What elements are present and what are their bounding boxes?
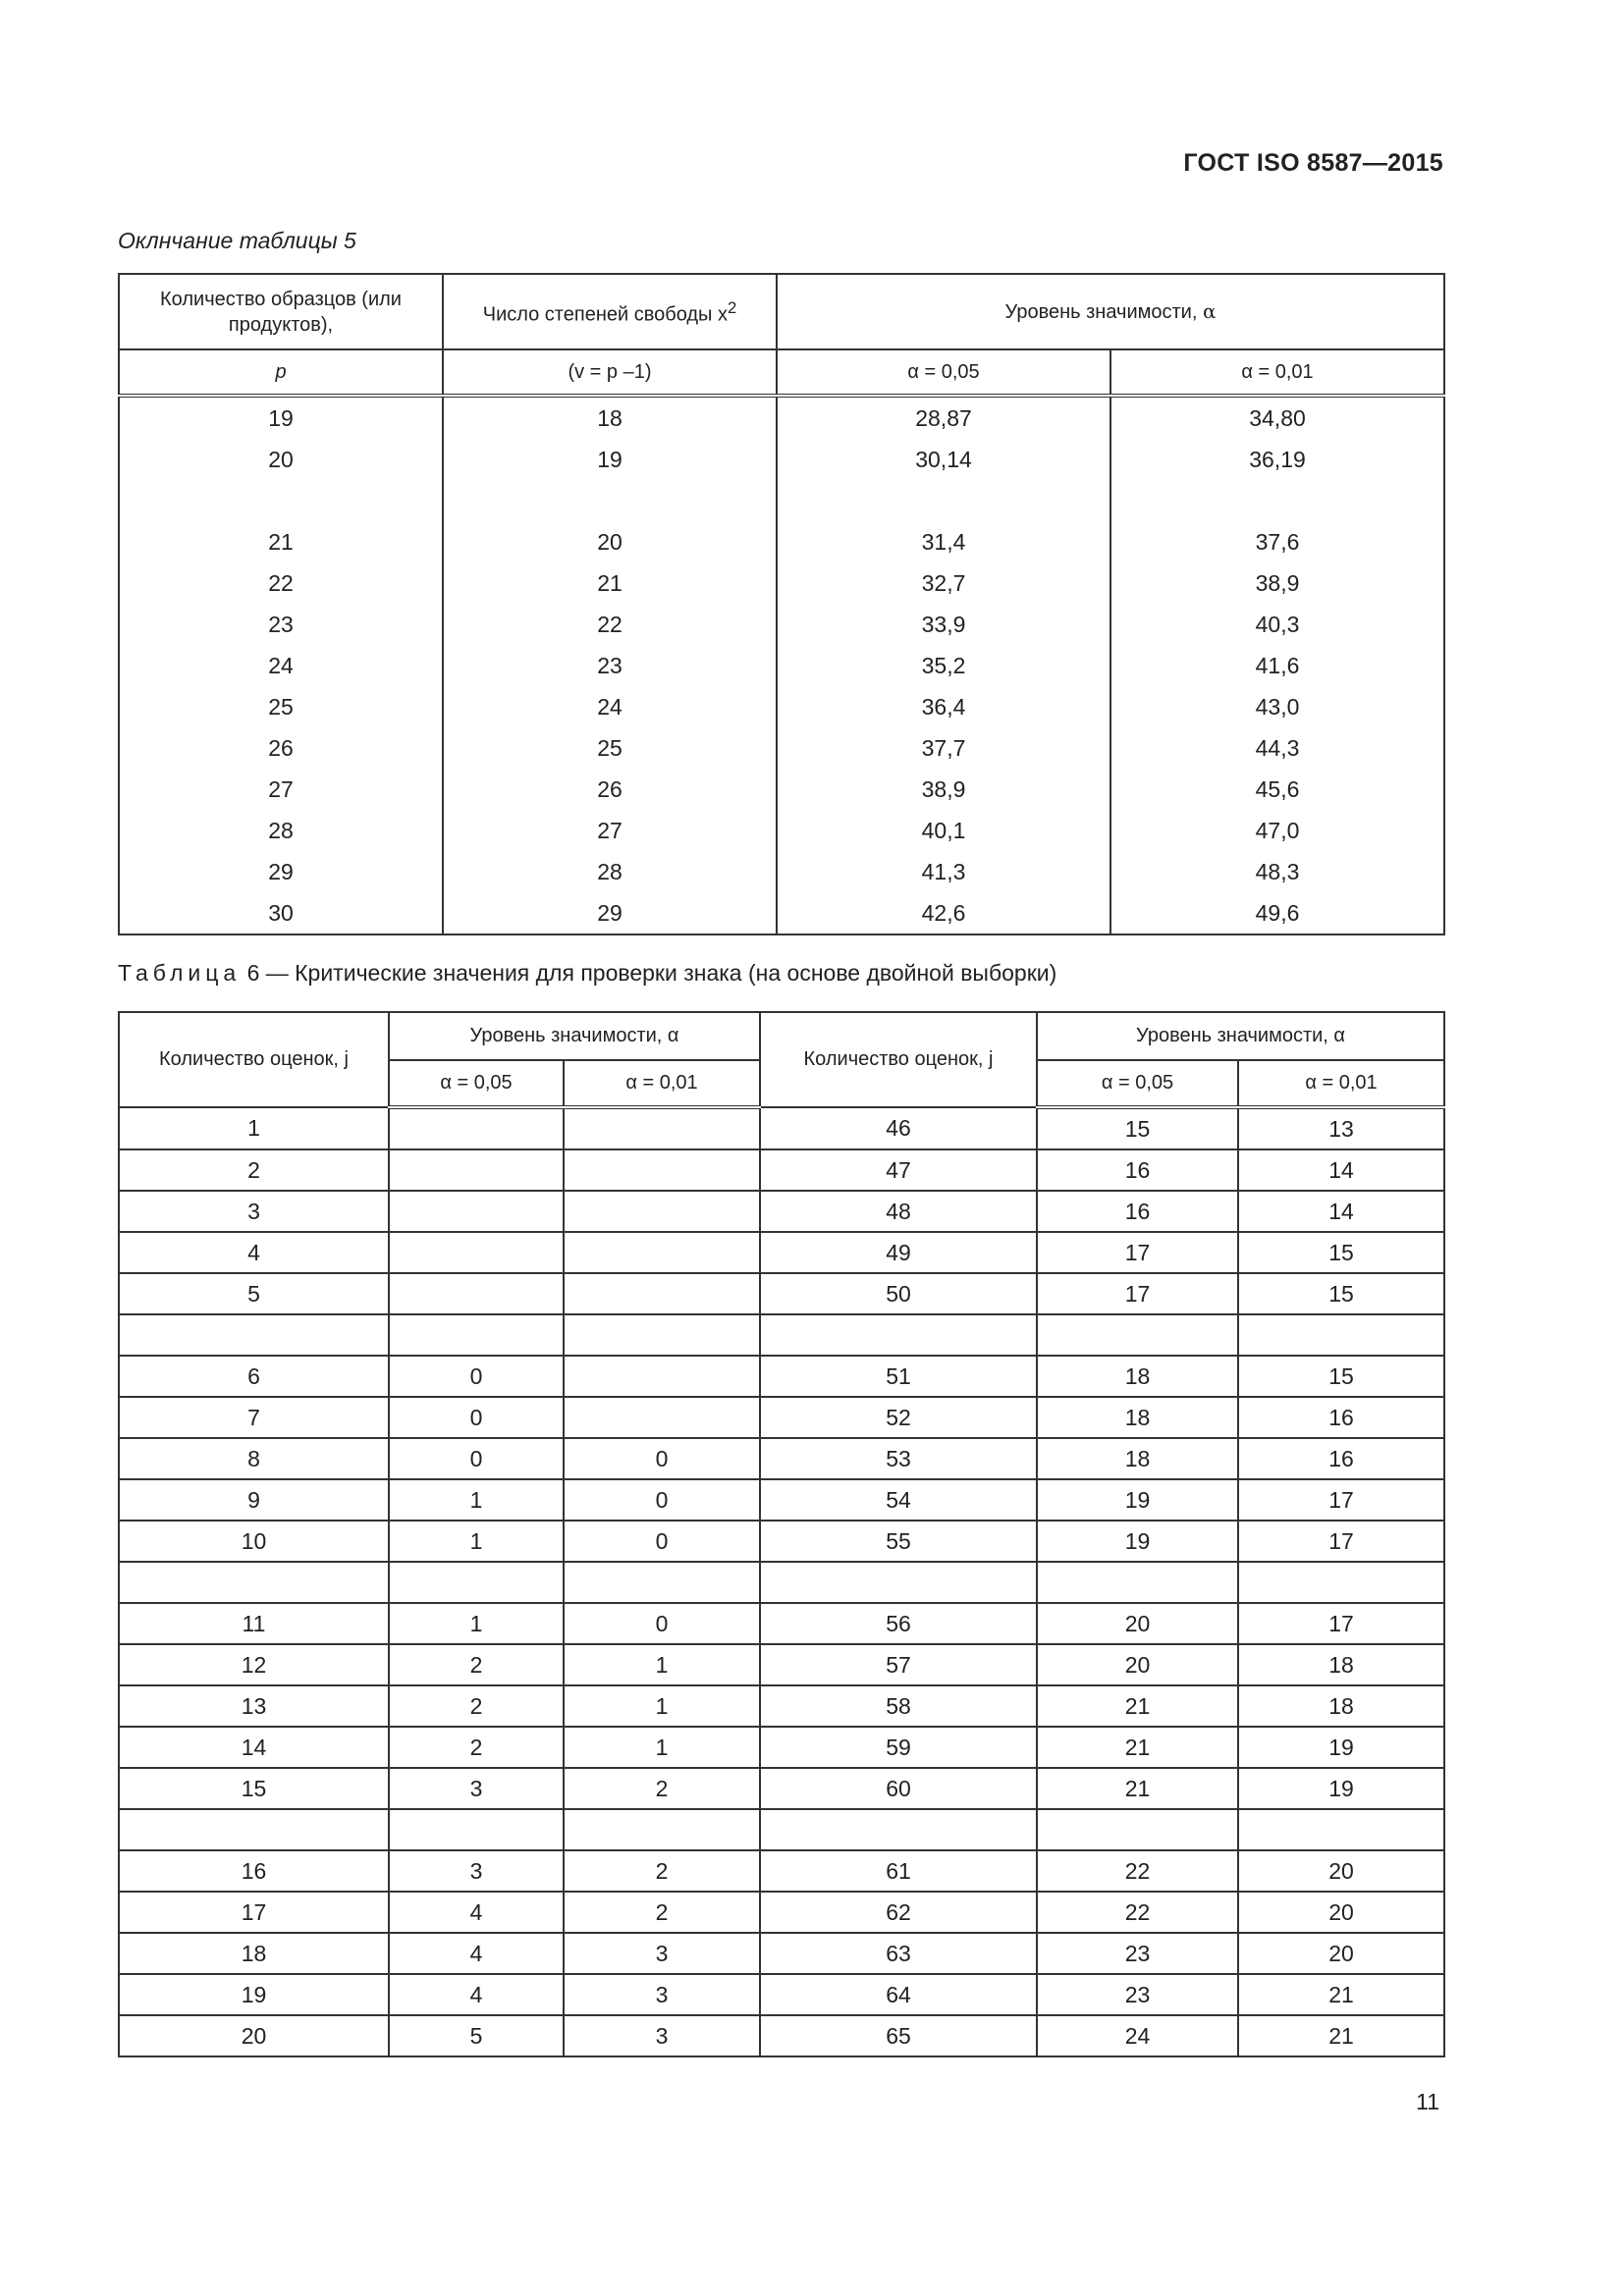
table-row bbox=[119, 2015, 1444, 2056]
table-cell: 3 bbox=[389, 1850, 564, 1892]
table-cell: 54 bbox=[760, 1479, 1037, 1521]
table-cell: 21 bbox=[1037, 1727, 1238, 1768]
table-cell bbox=[1238, 1562, 1444, 1603]
table-cell: 12 bbox=[119, 1644, 389, 1685]
table-cell: 17 bbox=[1238, 1603, 1444, 1644]
table-cell: 28 bbox=[443, 851, 777, 892]
table-cell: 14 bbox=[1238, 1149, 1444, 1191]
table-cell: 0 bbox=[389, 1356, 564, 1397]
table-cell: 19 bbox=[1238, 1727, 1444, 1768]
table-cell: 23 bbox=[1037, 1974, 1238, 2015]
table-cell: 27 bbox=[119, 769, 443, 810]
table-row bbox=[119, 1232, 1444, 1273]
table-cell: 18 bbox=[119, 1933, 389, 1974]
table-cell: 3 bbox=[389, 1768, 564, 1809]
table-cell bbox=[119, 1562, 389, 1603]
table-cell: 40,3 bbox=[1110, 604, 1444, 645]
table-cell: 55 bbox=[760, 1521, 1037, 1562]
table-cell: 2 bbox=[564, 1892, 760, 1933]
table-cell: 25 bbox=[119, 686, 443, 727]
table-cell: 2 bbox=[389, 1644, 564, 1685]
table-cell: 23 bbox=[119, 604, 443, 645]
table-cell bbox=[564, 1356, 760, 1397]
table-cell bbox=[1037, 1314, 1238, 1356]
table6-caption bbox=[118, 960, 1056, 987]
table-cell: 24 bbox=[1037, 2015, 1238, 2056]
table-row bbox=[119, 769, 1444, 810]
table-cell: 22 bbox=[1037, 1892, 1238, 1933]
table-cell: 20 bbox=[1037, 1603, 1238, 1644]
table-cell bbox=[564, 1273, 760, 1314]
table-cell: 20 bbox=[1238, 1850, 1444, 1892]
table-cell: 4 bbox=[389, 1933, 564, 1974]
table-cell: 5 bbox=[389, 2015, 564, 2056]
table-cell: 58 bbox=[760, 1685, 1037, 1727]
table-row bbox=[119, 439, 1444, 480]
table-row bbox=[119, 727, 1444, 769]
table-row bbox=[119, 686, 1444, 727]
table-cell: 19 bbox=[443, 439, 777, 480]
table-cell: 1 bbox=[389, 1479, 564, 1521]
table-cell: 16 bbox=[119, 1850, 389, 1892]
table-cell: 23 bbox=[443, 645, 777, 686]
table-row bbox=[119, 1521, 1444, 1562]
table-cell: 20 bbox=[443, 521, 777, 562]
table-cell: 10 bbox=[119, 1521, 389, 1562]
table-cell: 42,6 bbox=[777, 892, 1110, 934]
table-cell: 13 bbox=[1238, 1107, 1444, 1149]
header-count-left: Количество оценок, j bbox=[119, 1012, 389, 1107]
table-cell: 18 bbox=[1037, 1356, 1238, 1397]
table-cell bbox=[1238, 1314, 1444, 1356]
table-row bbox=[119, 1356, 1444, 1397]
table-cell: 5 bbox=[119, 1273, 389, 1314]
table-row bbox=[119, 1850, 1444, 1892]
table-cell bbox=[760, 1809, 1037, 1850]
table-cell: 14 bbox=[119, 1727, 389, 1768]
table-cell bbox=[564, 1107, 760, 1149]
table-cell bbox=[1037, 1562, 1238, 1603]
table-cell: 52 bbox=[760, 1397, 1037, 1438]
table-cell: 37,7 bbox=[777, 727, 1110, 769]
table-cell: 65 bbox=[760, 2015, 1037, 2056]
table-cell: 28 bbox=[119, 810, 443, 851]
table-cell: 17 bbox=[1238, 1479, 1444, 1521]
table-cell: 49,6 bbox=[1110, 892, 1444, 934]
table-cell: 19 bbox=[119, 396, 443, 439]
table-cell: 3 bbox=[564, 1933, 760, 1974]
table-cell: 2 bbox=[564, 1768, 760, 1809]
table-cell: 26 bbox=[443, 769, 777, 810]
alpha-symbol: α bbox=[1202, 299, 1217, 323]
table-cell: 63 bbox=[760, 1933, 1037, 1974]
table-cell bbox=[389, 1232, 564, 1273]
table-cell: 7 bbox=[119, 1397, 389, 1438]
table-cell bbox=[760, 1562, 1037, 1603]
table-cell bbox=[389, 1562, 564, 1603]
table-row bbox=[119, 1727, 1444, 1768]
subheader-p: p bbox=[119, 349, 443, 396]
table-cell: 15 bbox=[1238, 1356, 1444, 1397]
subheader-alpha-005-right: α = 0,05 bbox=[1037, 1060, 1238, 1107]
table-cell bbox=[119, 1314, 389, 1356]
header-level-right: Уровень значимости, α bbox=[1037, 1012, 1444, 1060]
table-cell: 21 bbox=[1238, 1974, 1444, 2015]
table-cell: 26 bbox=[119, 727, 443, 769]
table-cell bbox=[443, 480, 777, 521]
subheader-alpha-005-left: α = 0,05 bbox=[389, 1060, 564, 1107]
table-cell: 11 bbox=[119, 1603, 389, 1644]
table-row bbox=[119, 1438, 1444, 1479]
table-cell: 62 bbox=[760, 1892, 1037, 1933]
table-cell: 19 bbox=[119, 1974, 389, 2015]
table-cell: 31,4 bbox=[777, 521, 1110, 562]
table-cell: 46 bbox=[760, 1107, 1037, 1149]
subheader-alpha-001: α = 0,01 bbox=[1110, 349, 1444, 396]
table-cell: 41,6 bbox=[1110, 645, 1444, 686]
table-cell: 4 bbox=[389, 1974, 564, 2015]
table-row bbox=[119, 1768, 1444, 1809]
table-cell: 14 bbox=[1238, 1191, 1444, 1232]
table-cell: 17 bbox=[1037, 1232, 1238, 1273]
table-row bbox=[119, 1191, 1444, 1232]
header-degrees-freedom bbox=[443, 274, 777, 349]
table-cell: 19 bbox=[1238, 1768, 1444, 1809]
table-cell: 24 bbox=[119, 645, 443, 686]
table-row bbox=[119, 892, 1444, 934]
table-cell: 20 bbox=[1238, 1933, 1444, 1974]
table-cell bbox=[777, 480, 1110, 521]
table-cell: 15 bbox=[1037, 1107, 1238, 1149]
table-cell: 16 bbox=[1037, 1191, 1238, 1232]
header-significance-label: Уровень значимости, bbox=[1004, 301, 1198, 323]
table-row bbox=[119, 1809, 1444, 1850]
superscript: 2 bbox=[727, 298, 737, 318]
table-cell: 0 bbox=[564, 1438, 760, 1479]
table-cell: 57 bbox=[760, 1644, 1037, 1685]
table-cell: 1 bbox=[564, 1644, 760, 1685]
header-level-left: Уровень значимости, α bbox=[389, 1012, 760, 1060]
table-5 bbox=[118, 273, 1445, 935]
table-cell: 17 bbox=[119, 1892, 389, 1933]
table-cell: 29 bbox=[119, 851, 443, 892]
table-cell: 21 bbox=[119, 521, 443, 562]
table-cell: 49 bbox=[760, 1232, 1037, 1273]
table-cell: 0 bbox=[389, 1397, 564, 1438]
table-cell: 34,80 bbox=[1110, 396, 1444, 439]
table-cell bbox=[389, 1314, 564, 1356]
table-cell: 20 bbox=[119, 2015, 389, 2056]
subheader-v: (v = p –1) bbox=[443, 349, 777, 396]
table-cell: 44,3 bbox=[1110, 727, 1444, 769]
table-cell: 3 bbox=[564, 2015, 760, 2056]
table-cell: 6 bbox=[119, 1356, 389, 1397]
header-significance-level bbox=[777, 274, 1444, 349]
table-cell: 3 bbox=[119, 1191, 389, 1232]
table-cell: 47,0 bbox=[1110, 810, 1444, 851]
table-cell: 50 bbox=[760, 1273, 1037, 1314]
table-cell: 22 bbox=[443, 604, 777, 645]
table-cell: 43,0 bbox=[1110, 686, 1444, 727]
table-cell: 61 bbox=[760, 1850, 1037, 1892]
table-cell bbox=[389, 1273, 564, 1314]
table-cell: 19 bbox=[1037, 1521, 1238, 1562]
table-cell bbox=[564, 1562, 760, 1603]
table-row bbox=[119, 1149, 1444, 1191]
table-cell: 9 bbox=[119, 1479, 389, 1521]
table-cell bbox=[389, 1107, 564, 1149]
table-cell: 21 bbox=[443, 562, 777, 604]
table-cell bbox=[564, 1397, 760, 1438]
table-cell: 15 bbox=[1238, 1273, 1444, 1314]
table-cell: 22 bbox=[1037, 1850, 1238, 1892]
table-cell bbox=[760, 1314, 1037, 1356]
table-row bbox=[119, 810, 1444, 851]
table-cell: 59 bbox=[760, 1727, 1037, 1768]
table-cell: 2 bbox=[564, 1850, 760, 1892]
table-cell: 1 bbox=[389, 1521, 564, 1562]
header-count-right: Количество оценок, j bbox=[760, 1012, 1037, 1107]
table-cell: 48 bbox=[760, 1191, 1037, 1232]
table-cell bbox=[564, 1232, 760, 1273]
table-cell: 36,4 bbox=[777, 686, 1110, 727]
table-row bbox=[119, 1562, 1444, 1603]
table-cell bbox=[119, 480, 443, 521]
table-row bbox=[119, 1603, 1444, 1644]
table-cell bbox=[1238, 1809, 1444, 1850]
table-cell: 35,2 bbox=[777, 645, 1110, 686]
table-cell: 21 bbox=[1238, 2015, 1444, 2056]
table-cell: 3 bbox=[564, 1974, 760, 2015]
table-cell bbox=[564, 1191, 760, 1232]
table-cell: 36,19 bbox=[1110, 439, 1444, 480]
table-cell bbox=[564, 1809, 760, 1850]
table-cell: 4 bbox=[119, 1232, 389, 1273]
table-row bbox=[119, 480, 1444, 521]
table-cell: 18 bbox=[443, 396, 777, 439]
table-row bbox=[119, 562, 1444, 604]
subheader-alpha-001-right: α = 0,01 bbox=[1238, 1060, 1444, 1107]
table-row bbox=[119, 645, 1444, 686]
table-row bbox=[119, 1933, 1444, 1974]
table-cell: 20 bbox=[1037, 1644, 1238, 1685]
table-cell: 18 bbox=[1238, 1644, 1444, 1685]
table-cell: 16 bbox=[1037, 1149, 1238, 1191]
table-cell: 28,87 bbox=[777, 396, 1110, 439]
table-cell: 0 bbox=[564, 1521, 760, 1562]
table-6 bbox=[118, 1011, 1445, 2057]
table-cell: 8 bbox=[119, 1438, 389, 1479]
table-cell: 20 bbox=[119, 439, 443, 480]
table-cell: 4 bbox=[389, 1892, 564, 1933]
table-cell: 1 bbox=[564, 1727, 760, 1768]
table5-caption: Оклнчание таблицы 5 bbox=[118, 228, 356, 253]
table-cell: 2 bbox=[119, 1149, 389, 1191]
table-cell: 17 bbox=[1037, 1273, 1238, 1314]
table-cell: 38,9 bbox=[1110, 562, 1444, 604]
table-row bbox=[119, 396, 1444, 439]
table-row bbox=[119, 1479, 1444, 1521]
table-cell: 41,3 bbox=[777, 851, 1110, 892]
table-cell: 2 bbox=[389, 1685, 564, 1727]
table-cell bbox=[564, 1314, 760, 1356]
header-degrees-freedom-label: Число степеней свободы x bbox=[482, 303, 728, 326]
table-row bbox=[119, 1107, 1444, 1149]
table-cell: 48,3 bbox=[1110, 851, 1444, 892]
table-cell: 15 bbox=[1238, 1232, 1444, 1273]
table-cell: 30,14 bbox=[777, 439, 1110, 480]
table-cell: 30 bbox=[119, 892, 443, 934]
table-cell: 18 bbox=[1037, 1397, 1238, 1438]
header-sample-count: Количество образцов (или продуктов), bbox=[119, 274, 443, 349]
table-row bbox=[119, 1314, 1444, 1356]
standard-designation: ГОСТ ISO 8587—2015 bbox=[1183, 149, 1443, 177]
table-cell: 18 bbox=[1238, 1685, 1444, 1727]
table-row bbox=[119, 1644, 1444, 1685]
table-cell: 27 bbox=[443, 810, 777, 851]
table-cell bbox=[389, 1149, 564, 1191]
table-cell: 20 bbox=[1238, 1892, 1444, 1933]
table-cell: 21 bbox=[1037, 1685, 1238, 1727]
table-cell: 32,7 bbox=[777, 562, 1110, 604]
table-cell: 56 bbox=[760, 1603, 1037, 1644]
table-cell bbox=[1037, 1809, 1238, 1850]
table-cell: 2 bbox=[389, 1727, 564, 1768]
table-cell: 38,9 bbox=[777, 769, 1110, 810]
table-cell: 53 bbox=[760, 1438, 1037, 1479]
table-cell: 29 bbox=[443, 892, 777, 934]
subheader-alpha-001-left: α = 0,01 bbox=[564, 1060, 760, 1107]
table-cell: 1 bbox=[119, 1107, 389, 1149]
table-cell: 47 bbox=[760, 1149, 1037, 1191]
page-number: 11 bbox=[1416, 2089, 1439, 2114]
table-cell: 23 bbox=[1037, 1933, 1238, 1974]
table-cell: 0 bbox=[564, 1603, 760, 1644]
table-cell: 0 bbox=[389, 1438, 564, 1479]
table-cell: 25 bbox=[443, 727, 777, 769]
subheader-alpha-005: α = 0,05 bbox=[777, 349, 1110, 396]
table-cell: 17 bbox=[1238, 1521, 1444, 1562]
table-cell: 40,1 bbox=[777, 810, 1110, 851]
table-row bbox=[119, 1685, 1444, 1727]
table-cell: 15 bbox=[119, 1768, 389, 1809]
table-cell: 60 bbox=[760, 1768, 1037, 1809]
table-cell: 33,9 bbox=[777, 604, 1110, 645]
table-cell: 19 bbox=[1037, 1479, 1238, 1521]
table6-caption-lead: Таблица bbox=[118, 960, 242, 986]
table-row bbox=[119, 1273, 1444, 1314]
table-row bbox=[119, 1974, 1444, 2015]
table-row bbox=[119, 521, 1444, 562]
table-cell: 45,6 bbox=[1110, 769, 1444, 810]
table-cell: 51 bbox=[760, 1356, 1037, 1397]
table-cell: 1 bbox=[564, 1685, 760, 1727]
table-cell: 1 bbox=[389, 1603, 564, 1644]
table-cell: 37,6 bbox=[1110, 521, 1444, 562]
table-cell: 64 bbox=[760, 1974, 1037, 2015]
table-cell bbox=[1110, 480, 1444, 521]
table-row bbox=[119, 1397, 1444, 1438]
table-cell: 21 bbox=[1037, 1768, 1238, 1809]
table-cell: 16 bbox=[1238, 1438, 1444, 1479]
table-cell: 13 bbox=[119, 1685, 389, 1727]
table-cell bbox=[564, 1149, 760, 1191]
table-cell: 18 bbox=[1037, 1438, 1238, 1479]
table6-caption-rest: 6 — Критические значения для проверки знака (на основе двойной выборки) bbox=[241, 960, 1057, 986]
table-cell bbox=[389, 1809, 564, 1850]
table-cell: 24 bbox=[443, 686, 777, 727]
table-cell: 0 bbox=[564, 1479, 760, 1521]
table-cell: 22 bbox=[119, 562, 443, 604]
table-row bbox=[119, 604, 1444, 645]
table-cell bbox=[119, 1809, 389, 1850]
table-row bbox=[119, 851, 1444, 892]
table-row bbox=[119, 1892, 1444, 1933]
table-cell: 16 bbox=[1238, 1397, 1444, 1438]
table-cell bbox=[389, 1191, 564, 1232]
